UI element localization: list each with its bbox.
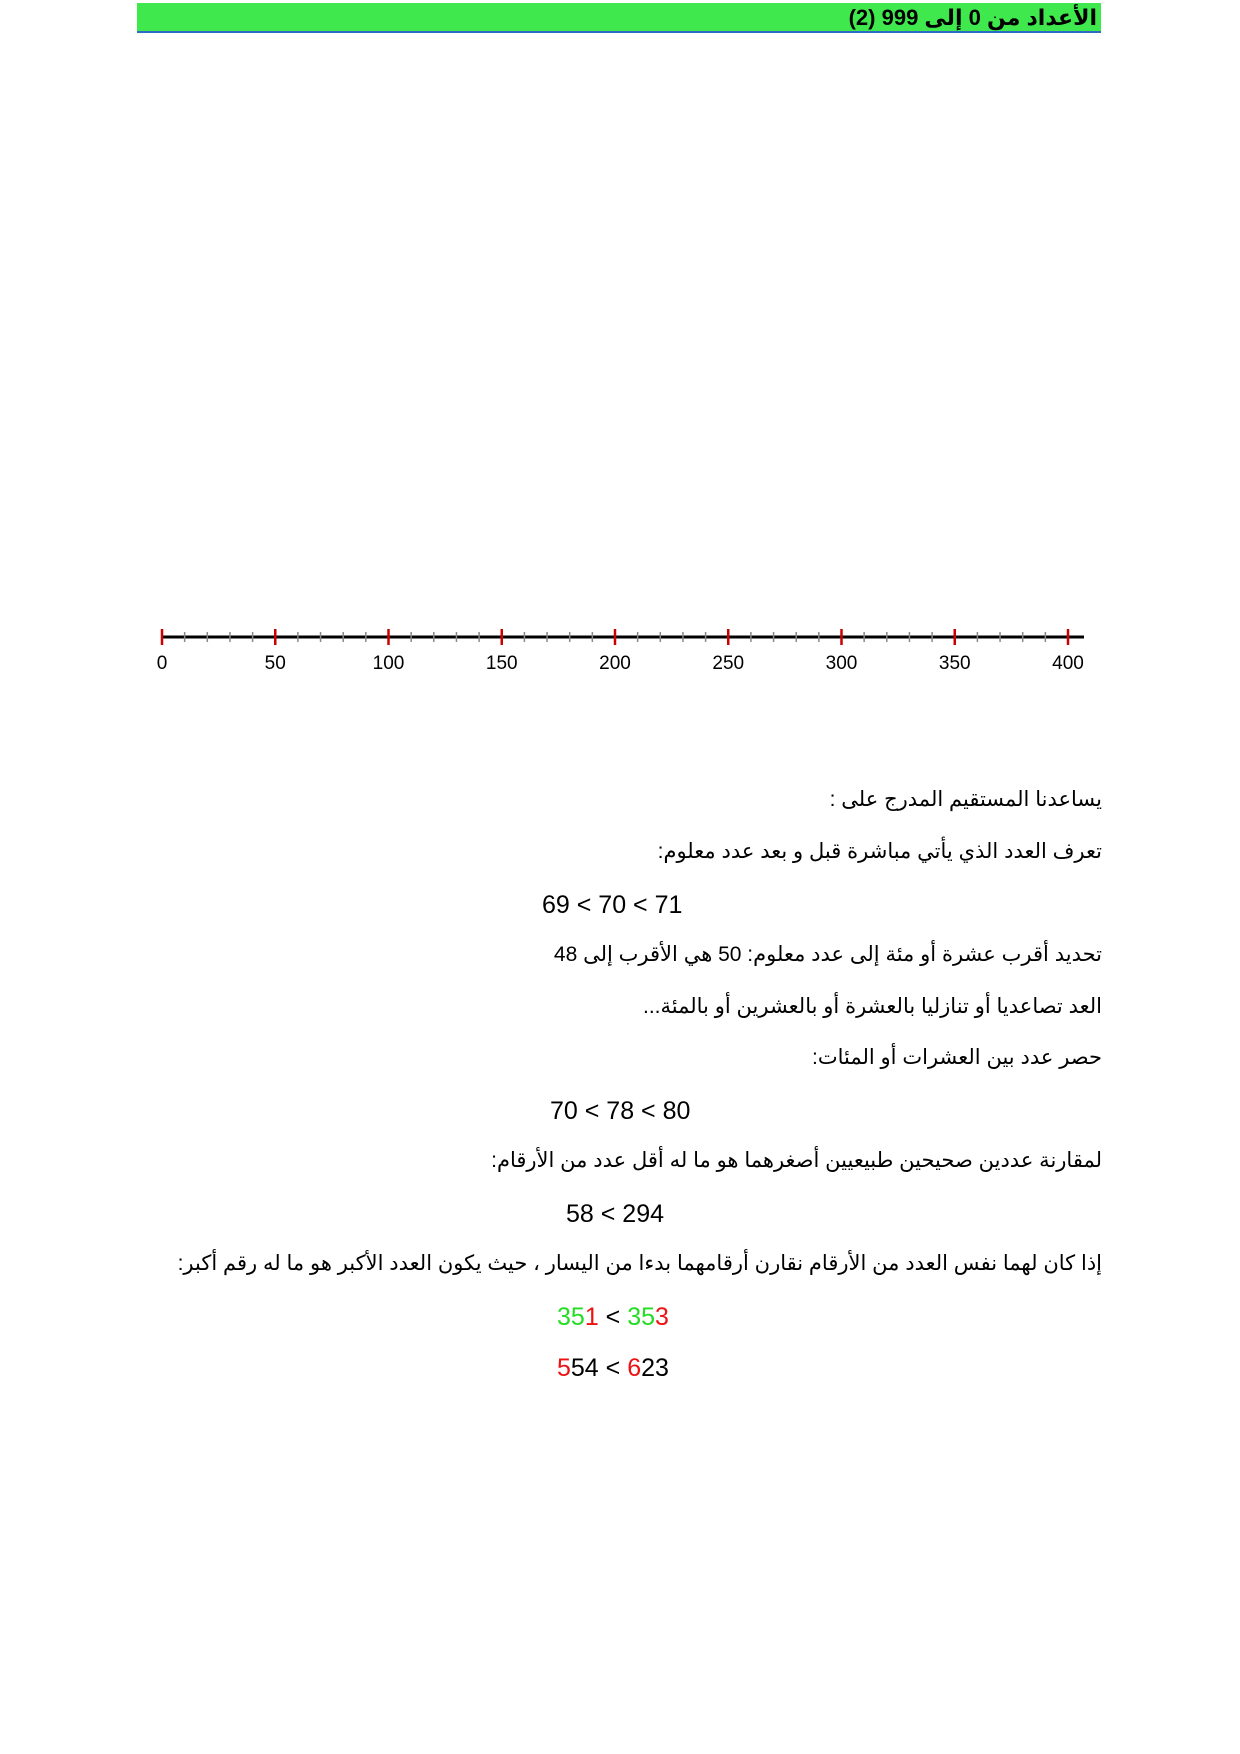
point-bounding: حصر عدد بين العشرات أو المئات:: [811, 1046, 1102, 1069]
operator: <: [598, 1303, 628, 1331]
tick-label: 100: [372, 653, 405, 674]
different-digit: 3: [655, 1303, 669, 1331]
remaining-digits: 54: [570, 1354, 599, 1382]
tick-label: 150: [485, 653, 518, 674]
point-compare-digits: لمقارنة عددين صحيحين طبيعيين أصغرهما هو ما له أقل عدد من الأرقام:: [491, 1149, 1102, 1172]
operator: <: [598, 1354, 628, 1382]
point-counting: العد تصاعديا أو تنازليا بالعشرة أو بالعشرين أو بالمئة...: [643, 995, 1102, 1018]
tick-label: 400: [1052, 653, 1084, 674]
example-compare-digits: 58 < 294: [566, 1200, 665, 1228]
tick-label: 250: [712, 653, 745, 674]
example-compare-left-1: [557, 1302, 669, 1332]
tick-label: 350: [938, 653, 971, 674]
page-title-text: الأعداد من 0 إلى 999 (2): [848, 5, 1097, 30]
same-digits: 35: [627, 1303, 656, 1331]
point-compare-left: إذا كان لهما نفس العدد من الأرقام نقارن أرقامهما بدءا من اليسار ، حيث يكون العدد الأكبر هو ما له رقم أكبر:: [177, 1252, 1102, 1275]
different-digit: 1: [584, 1303, 599, 1331]
example-bounding: 70 < 78 < 80: [550, 1097, 691, 1125]
point-nearest: تحديد أقرب عشرة أو مئة إلى عدد معلوم: 50 هي الأقرب إلى 48: [553, 943, 1102, 966]
remaining-digits: 23: [641, 1354, 669, 1382]
number-line: [150, 625, 1100, 685]
tick-label: 200: [599, 653, 631, 674]
example-before-after: 69 < 70 < 71: [542, 891, 683, 919]
example-compare-left-2: [557, 1353, 669, 1383]
intro-text: يساعدنا المستقيم المدرج على :: [829, 788, 1102, 811]
different-digit: 5: [557, 1354, 571, 1382]
same-digits: 35: [557, 1303, 585, 1331]
tick-label: 0: [156, 653, 168, 674]
different-digit: 6: [627, 1354, 642, 1382]
point-before-after: تعرف العدد الذي يأتي مباشرة قبل و بعد عدد معلوم:: [657, 840, 1102, 863]
tick-label: 300: [825, 653, 858, 674]
tick-label: 50: [264, 653, 286, 674]
page-title: [137, 3, 1101, 33]
